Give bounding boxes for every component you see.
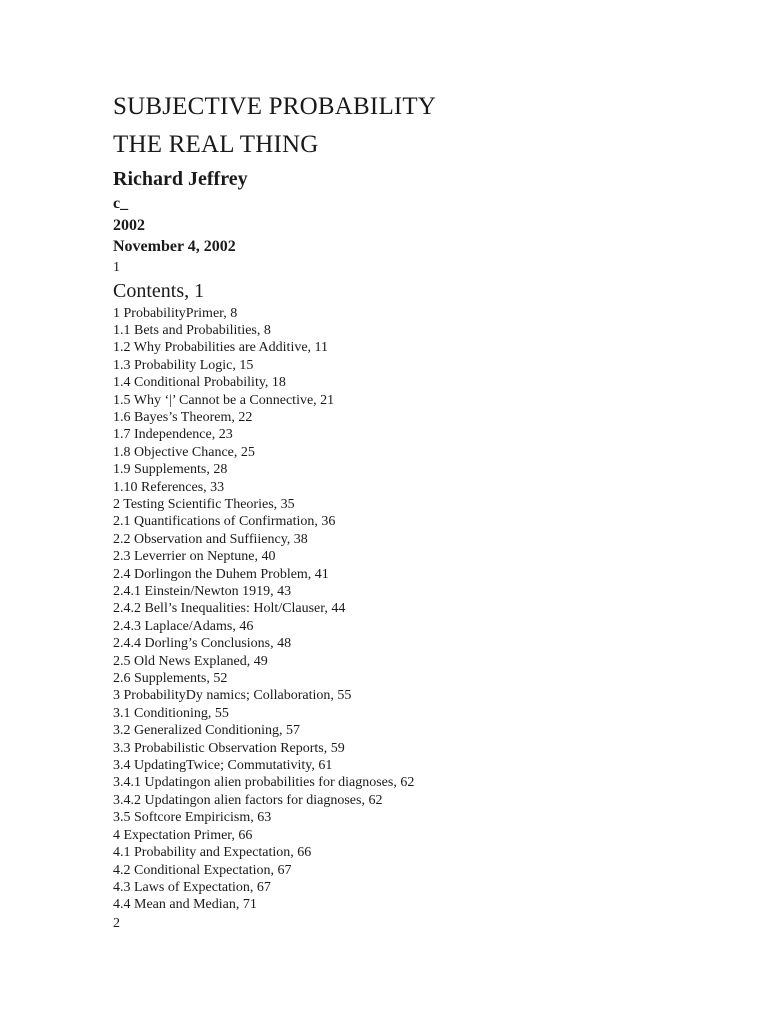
toc-entry[interactable]: 1.9 Supplements, 28 <box>113 462 228 478</box>
toc-entry[interactable]: 1.3 Probability Logic, 15 <box>113 357 254 373</box>
toc-entry[interactable]: 3.4.2 Updatingon alien factors for diagnoses, 62 <box>113 792 383 808</box>
toc-entry[interactable]: 2.4.2 Bell’s Inequalities: Holt/Clauser, 44 <box>113 601 346 617</box>
toc-entry[interactable]: 2.4 Dorlingon the Duhem Problem, 41 <box>113 566 329 582</box>
toc-entry[interactable]: 4.2 Conditional Expectation, 67 <box>113 862 292 878</box>
toc-entry[interactable]: 1.7 Independence, 23 <box>113 427 233 443</box>
copyright-mark: c_ <box>113 195 129 212</box>
toc-entry[interactable]: 2 Testing Scientific Theories, 35 <box>113 496 295 512</box>
toc-entry[interactable]: 2.4.1 Einstein/Newton 1919, 43 <box>113 584 292 599</box>
document-title-line-2: THE REAL THING <box>113 131 319 158</box>
toc-entry[interactable]: 3.3 Probabilistic Observation Reports, 59 <box>113 740 345 756</box>
document-year: 2002 <box>113 216 145 234</box>
toc-entry[interactable]: 4.4 Mean and Median, 71 <box>113 897 257 913</box>
toc-entry[interactable]: 2.2 Observation and Suffiiency, 38 <box>113 531 308 547</box>
toc-entry[interactable]: 1.4 Conditional Probability, 18 <box>113 375 286 391</box>
toc-entry[interactable]: 2.4.3 Laplace/Adams, 46 <box>113 618 254 634</box>
toc-entry[interactable]: 3.2 Generalized Conditioning, 57 <box>113 723 301 739</box>
toc-entry[interactable]: 3 ProbabilityDy namics; Collaboration, 55 <box>113 688 352 704</box>
toc-entry[interactable]: 4 Expectation Primer, 66 <box>113 827 253 843</box>
toc-entry[interactable]: 3.5 Softcore Empiricism, 63 <box>113 810 272 826</box>
toc-entry[interactable]: 2.1 Quantifications of Confirmation, 36 <box>113 514 336 530</box>
toc-entry[interactable]: 1.1 Bets and Probabilities, 8 <box>113 322 271 338</box>
table-of-contents <box>113 305 733 914</box>
toc-entry[interactable]: 2.6 Supplements, 52 <box>113 671 228 687</box>
toc-entry[interactable]: 1.2 Why Probabilities are Additive, 11 <box>113 340 329 356</box>
toc-entry[interactable]: 1.5 Why ‘|’ Cannot be a Connective, 21 <box>113 392 335 408</box>
toc-entry[interactable]: 1.8 Objective Chance, 25 <box>113 444 255 460</box>
toc-entry[interactable]: 1.6 Bayes’s Theorem, 22 <box>113 409 253 425</box>
toc-entry[interactable]: 1.10 References, 33 <box>113 479 225 495</box>
toc-entry[interactable]: 3.4.1 Updatingon alien probabilities for diagnoses, 62 <box>113 775 415 791</box>
toc-entry[interactable]: 2.3 Leverrier on Neptune, 40 <box>113 549 276 565</box>
toc-entry[interactable]: 2.5 Old News Explaned, 49 <box>113 653 268 669</box>
toc-entry[interactable]: 4.1 Probability and Expectation, 66 <box>113 845 312 861</box>
document-title-line-1: SUBJECTIVE PROBABILITY <box>113 93 437 120</box>
toc-entry[interactable]: 1 ProbabilityPrimer, 8 <box>113 305 238 321</box>
page-number-bottom: 2 <box>113 915 120 931</box>
toc-entry[interactable]: 4.3 Laws of Expectation, 67 <box>113 879 271 895</box>
document-date: November 4, 2002 <box>113 238 236 255</box>
document-page <box>113 88 733 933</box>
toc-entry[interactable]: 3.4 UpdatingTwice; Commutativity, 61 <box>113 758 333 774</box>
document-author: Richard Jeffrey <box>113 168 248 190</box>
page-number-top: 1 <box>113 259 120 275</box>
toc-entry[interactable]: 3.1 Conditioning, 55 <box>113 705 229 721</box>
contents-heading: Contents, 1 <box>113 279 205 302</box>
toc-entry[interactable]: 2.4.4 Dorling’s Conclusions, 48 <box>113 636 292 652</box>
